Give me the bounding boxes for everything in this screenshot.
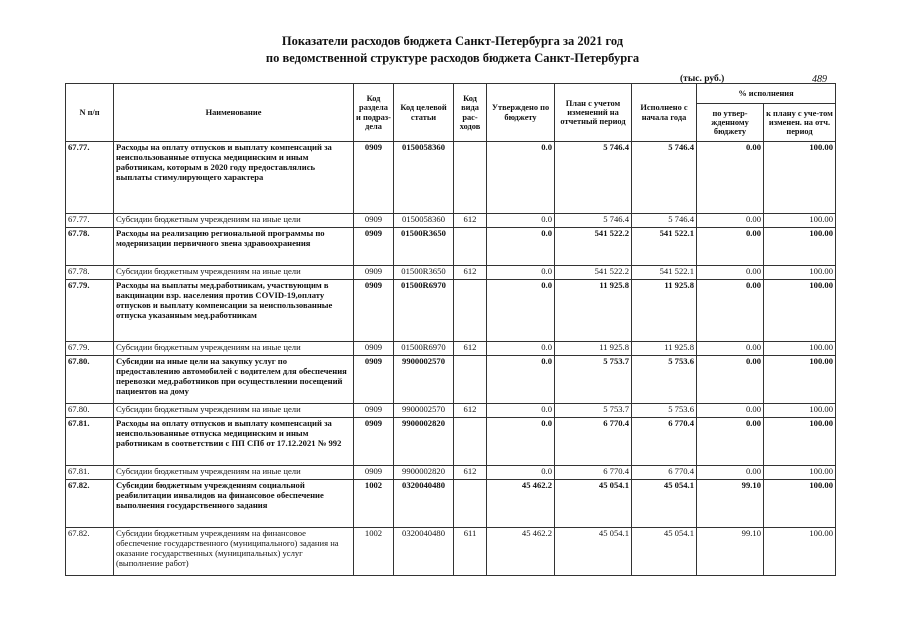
row-approved: 0.0: [487, 228, 555, 266]
row-target-code: 01500R6970: [394, 342, 454, 356]
row-plan: 6 770.4: [555, 466, 632, 480]
col-header-approved: Утверждено по бюджету: [487, 84, 555, 142]
row-approved: 0.0: [487, 280, 555, 342]
row-section-code: 0909: [354, 404, 394, 418]
row-pct-plan: 100.00: [764, 228, 836, 266]
row-plan: 11 925.8: [555, 280, 632, 342]
row-pct-approved: 99.10: [697, 480, 764, 528]
row-section-code: 0909: [354, 266, 394, 280]
col-header-plan: План с учетом изменений на отчетный период: [555, 84, 632, 142]
row-section-code: 0909: [354, 356, 394, 404]
row-executed: 5 746.4: [632, 214, 697, 228]
row-target-code: 01500R6970: [394, 280, 454, 342]
row-approved: 0.0: [487, 404, 555, 418]
table-row: [66, 356, 836, 404]
row-section-code: 0909: [354, 466, 394, 480]
row-name: Субсидии бюджетным учреждениям на иные цели: [114, 342, 354, 356]
col-header-n: N п/п: [66, 84, 114, 142]
row-pct-approved: 0.00: [697, 418, 764, 466]
row-target-code: 9900002820: [394, 466, 454, 480]
row-name: Субсидии на иные цели на закупку услуг по предоставлению автомобилей с водителем для обеспечения перевозки мед.работников при осуществлении посещений пациентов на дому: [114, 356, 354, 404]
row-approved: 45 462.2: [487, 480, 555, 528]
row-pct-plan: 100.00: [764, 480, 836, 528]
row-plan: 541 522.2: [555, 228, 632, 266]
row-kind-code: [454, 280, 487, 342]
row-kind-code: [454, 480, 487, 528]
row-kind-code: 612: [454, 266, 487, 280]
row-approved: 45 462.2: [487, 528, 555, 576]
row-plan: 11 925.8: [555, 342, 632, 356]
row-target-code: 0320040480: [394, 528, 454, 576]
col-header-executed: Исполнено с начала года: [632, 84, 697, 142]
row-pct-approved: 0.00: [697, 266, 764, 280]
row-pct-approved: 0.00: [697, 280, 764, 342]
col-header-pct-group: % исполнения: [697, 84, 836, 104]
row-approved: 0.0: [487, 466, 555, 480]
row-number: 67.81.: [66, 466, 114, 480]
row-plan: 5 753.7: [555, 404, 632, 418]
row-approved: 0.0: [487, 342, 555, 356]
table-row: [66, 418, 836, 466]
row-section-code: 0909: [354, 214, 394, 228]
report-title: Показатели расходов бюджета Санкт-Петербурга за 2021 год: [281, 34, 624, 48]
row-kind-code: 612: [454, 342, 487, 356]
row-number: 67.79.: [66, 342, 114, 356]
row-section-code: 1002: [354, 528, 394, 576]
table-row: [66, 404, 836, 418]
row-pct-plan: 100.00: [764, 466, 836, 480]
row-kind-code: [454, 228, 487, 266]
col-header-name: Наименование: [114, 84, 354, 142]
row-section-code: 0909: [354, 228, 394, 266]
row-pct-plan: 100.00: [764, 214, 836, 228]
row-executed: 11 925.8: [632, 342, 697, 356]
row-number: 67.82.: [66, 528, 114, 576]
row-pct-approved: 0.00: [697, 356, 764, 404]
row-executed: 5 746.4: [632, 142, 697, 214]
row-name: Субсидии бюджетным учреждениям на иные цели: [114, 266, 354, 280]
col-header-section: Код раздела и подраз-дела: [354, 84, 394, 142]
row-executed: 45 054.1: [632, 528, 697, 576]
row-executed: 6 770.4: [632, 466, 697, 480]
row-kind-code: [454, 142, 487, 214]
row-plan: 6 770.4: [555, 418, 632, 466]
table-row: [66, 342, 836, 356]
row-section-code: 0909: [354, 142, 394, 214]
row-pct-approved: 0.00: [697, 228, 764, 266]
row-executed: 45 054.1: [632, 480, 697, 528]
row-section-code: 1002: [354, 480, 394, 528]
row-name: Субсидии бюджетным учреждениям на иные цели: [114, 214, 354, 228]
row-number: 67.77.: [66, 142, 114, 214]
row-kind-code: 611: [454, 528, 487, 576]
row-pct-approved: 0.00: [697, 214, 764, 228]
row-kind-code: 612: [454, 214, 487, 228]
row-number: 67.78.: [66, 266, 114, 280]
row-pct-approved: 0.00: [697, 404, 764, 418]
row-name: Субсидии бюджетным учреждениям на иные цели: [114, 466, 354, 480]
row-kind-code: 612: [454, 466, 487, 480]
row-plan: 5 746.4: [555, 142, 632, 214]
row-pct-approved: 0.00: [697, 142, 764, 214]
row-executed: 6 770.4: [632, 418, 697, 466]
row-plan: 541 522.2: [555, 266, 632, 280]
row-pct-plan: 100.00: [764, 404, 836, 418]
row-approved: 0.0: [487, 356, 555, 404]
row-target-code: 9900002820: [394, 418, 454, 466]
row-number: 67.80.: [66, 404, 114, 418]
row-target-code: 0150058360: [394, 142, 454, 214]
row-number: 67.79.: [66, 280, 114, 342]
row-pct-approved: 0.00: [697, 466, 764, 480]
col-header-pct-plan: к плану с уче-том изменен. на отч. период: [764, 104, 836, 142]
report-subtitle: по ведомственной структуре расходов бюджета Санкт-Петербурга: [265, 51, 640, 65]
table-row: [66, 528, 836, 576]
row-plan: 45 054.1: [555, 528, 632, 576]
row-pct-plan: 100.00: [764, 342, 836, 356]
col-header-kind: Код вида рас-ходов: [454, 84, 487, 142]
page-number: 489: [812, 74, 827, 85]
row-section-code: 0909: [354, 418, 394, 466]
row-plan: 45 054.1: [555, 480, 632, 528]
row-name: Расходы на выплаты мед.работникам, участвующим в вакцинации взр. населения против COVID-19,оплату отпусков и выплату компенсации за неиспользованные отпуска указанным мед.работникам: [114, 280, 354, 342]
row-approved: 0.0: [487, 142, 555, 214]
row-name: Расходы на реализацию региональной программы по модернизации первичного звена здравоохранения: [114, 228, 354, 266]
row-name: Субсидии бюджетным учреждениям социальной реабилитации инвалидов на финансовое обеспечение выполнения государственного задания: [114, 480, 354, 528]
row-target-code: 01500R3650: [394, 228, 454, 266]
table-row: [66, 466, 836, 480]
row-pct-approved: 0.00: [697, 342, 764, 356]
row-section-code: 0909: [354, 280, 394, 342]
row-approved: 0.0: [487, 266, 555, 280]
table-row: [66, 214, 836, 228]
row-target-code: 0320040480: [394, 480, 454, 528]
row-number: 67.82.: [66, 480, 114, 528]
table-body: [66, 142, 836, 576]
row-executed: 11 925.8: [632, 280, 697, 342]
row-executed: 5 753.6: [632, 356, 697, 404]
row-name: Субсидии бюджетным учреждениям на иные цели: [114, 404, 354, 418]
row-number: 67.81.: [66, 418, 114, 466]
row-pct-approved: 99.10: [697, 528, 764, 576]
table-row: [66, 280, 836, 342]
table-row: [66, 228, 836, 266]
row-kind-code: [454, 418, 487, 466]
row-target-code: 9900002570: [394, 404, 454, 418]
row-number: 67.77.: [66, 214, 114, 228]
table-row: [66, 142, 836, 214]
row-executed: 541 522.1: [632, 228, 697, 266]
row-number: 67.78.: [66, 228, 114, 266]
row-pct-plan: 100.00: [764, 280, 836, 342]
row-kind-code: [454, 356, 487, 404]
row-name: Субсидии бюджетным учреждениям на финансовое обеспечение государственного (муниципального) задания на оказание государственных (муниципальных) услуг (выполнение работ): [114, 528, 354, 576]
row-pct-plan: 100.00: [764, 356, 836, 404]
col-header-target: Код целевой статьи: [394, 84, 454, 142]
row-approved: 0.0: [487, 214, 555, 228]
row-plan: 5 746.4: [555, 214, 632, 228]
row-pct-plan: 100.00: [764, 142, 836, 214]
row-section-code: 0909: [354, 342, 394, 356]
row-plan: 5 753.7: [555, 356, 632, 404]
row-approved: 0.0: [487, 418, 555, 466]
table-row: [66, 266, 836, 280]
row-target-code: 9900002570: [394, 356, 454, 404]
row-target-code: 0150058360: [394, 214, 454, 228]
row-executed: 541 522.1: [632, 266, 697, 280]
table-row: [66, 480, 836, 528]
row-target-code: 01500R3650: [394, 266, 454, 280]
col-header-pct-approved: по утвер-жденному бюджету: [697, 104, 764, 142]
row-pct-plan: 100.00: [764, 528, 836, 576]
row-kind-code: 612: [454, 404, 487, 418]
row-executed: 5 753.6: [632, 404, 697, 418]
row-name: Расходы на оплату отпусков и выплату компенсаций за неиспользованные отпуска медицинским и иным работникам в соответствии с ПП СПб от 17.12.2021 № 992: [114, 418, 354, 466]
row-pct-plan: 100.00: [764, 418, 836, 466]
row-name: Расходы на оплату отпусков и выплату компенсаций за неиспользованные отпуска медицинским и иным работникам, которым в 2020 году предоставлялись выплаты стимулирующего характера: [114, 142, 354, 214]
units-label: (тыс. руб.): [680, 74, 725, 84]
budget-table: [65, 83, 836, 576]
row-number: 67.80.: [66, 356, 114, 404]
row-pct-plan: 100.00: [764, 266, 836, 280]
